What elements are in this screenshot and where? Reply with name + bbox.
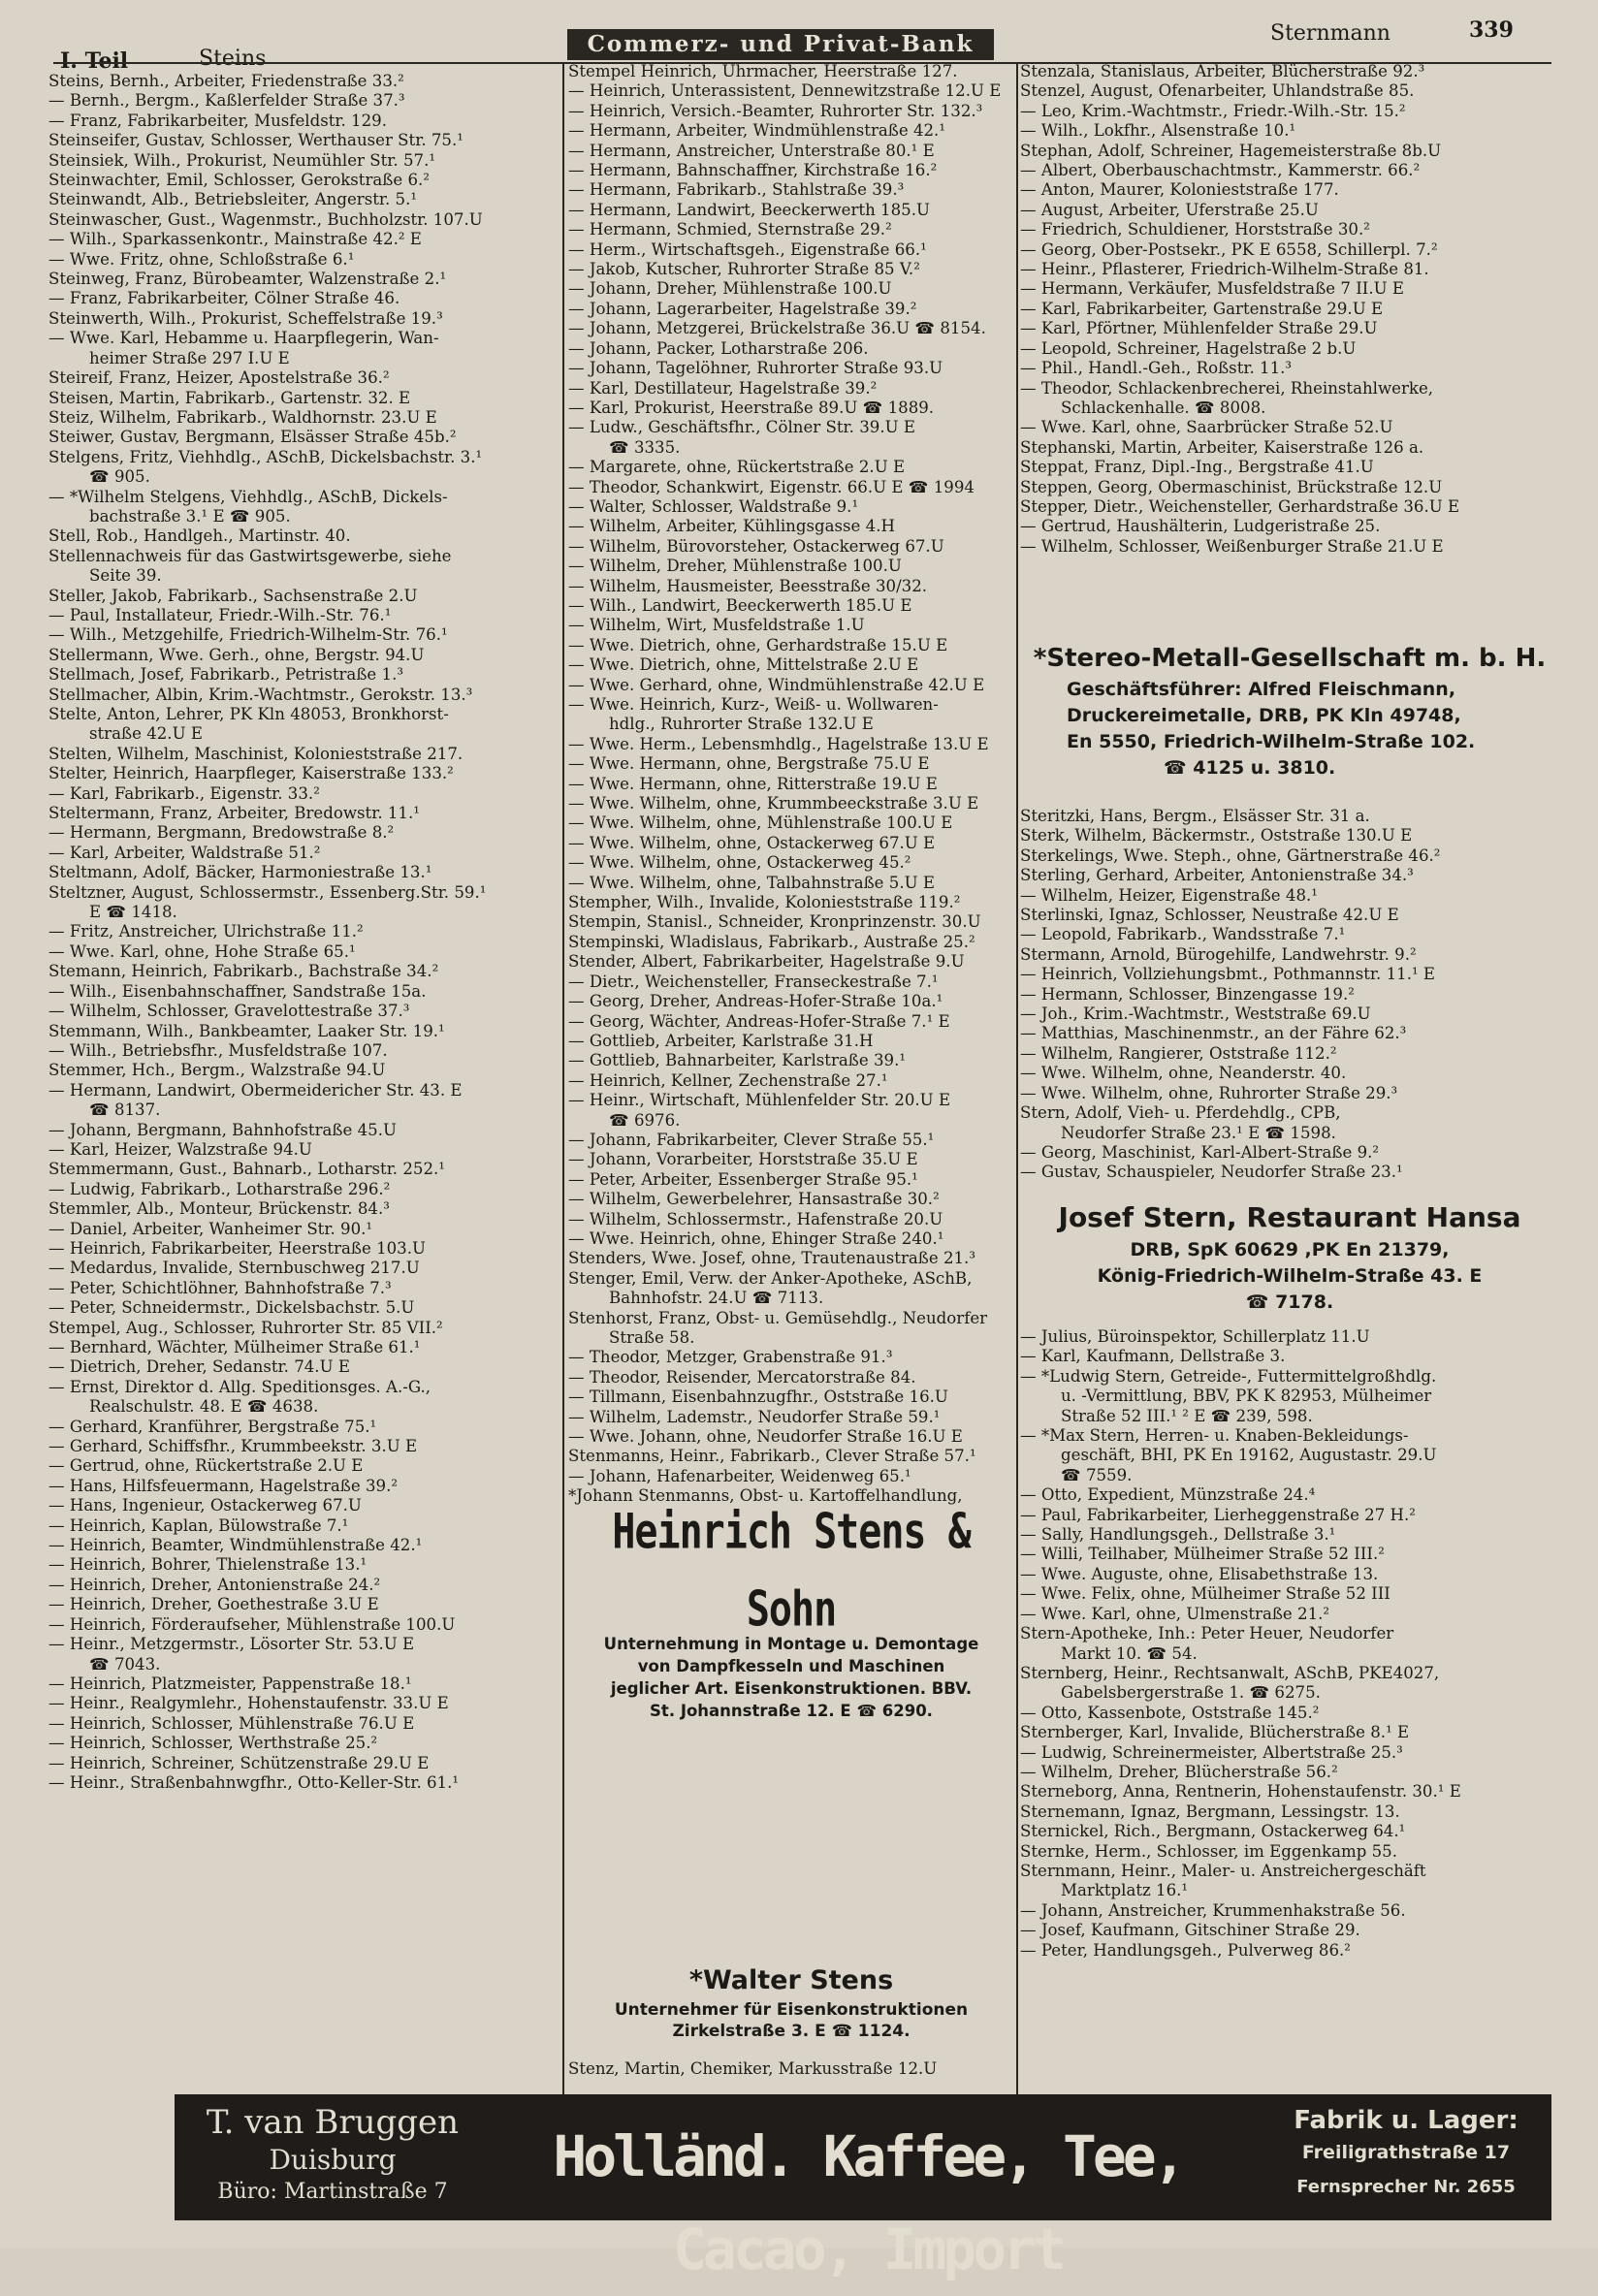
list-item: — Wwe. Wilhelm, ohne, Neanderstr. 40.: [1020, 1064, 1551, 1083]
list-item: Sterk, Wilhelm, Bäckermstr., Oststraße 130.U E: [1020, 826, 1551, 845]
list-item: — Hermann, Verkäufer, Musfeldstraße 7 II.U E: [1020, 279, 1551, 299]
list-item: heimer Straße 297 I.U E: [48, 349, 560, 368]
list-item: — Gertrud, ohne, Rückertstraße 2.U E: [48, 1456, 560, 1476]
list-item: — Hermann, Fabrikarb., Stahlstraße 39.³: [568, 180, 1014, 200]
list-item: — Wwe. Hermann, ohne, Ritterstraße 19.U E: [568, 775, 1014, 794]
stereo-ad-line: En 5550, Friedrich-Wilhelm-Straße 102.: [1028, 729, 1551, 755]
list-item: — Heinr., Metzgermstr., Lösorter Str. 53.U E: [48, 1635, 560, 1654]
list-item: — Paul, Installateur, Friedr.-Wilh.-Str. 76.¹: [48, 606, 560, 625]
list-item: — Karl, Kaufmann, Dellstraße 3.: [1020, 1347, 1551, 1366]
list-item: Stenzel, August, Ofenarbeiter, Uhlandstraße 85.: [1020, 81, 1551, 101]
list-item: — Wwe. Heinrich, Kurz-, Weiß- u. Wollwaren-: [568, 695, 1014, 715]
list-item: — Georg, Maschinist, Karl-Albert-Straße 9.²: [1020, 1143, 1551, 1163]
walter-ad-title: *Walter Stens: [568, 1962, 1014, 1999]
stens-ad-line: Unternehmung in Montage u. Demontage: [568, 1633, 1014, 1655]
stens-ad-title: Heinrich Stens & Sohn: [568, 1493, 1014, 1648]
list-item: — Ernst, Direktor d. Allg. Speditionsges. A.-G.,: [48, 1378, 560, 1397]
list-item: — Hermann, Schlosser, Binzengasse 19.²: [1020, 985, 1551, 1004]
list-item: — Karl, Destillateur, Hagelstraße 39.²: [568, 379, 1014, 399]
left-keyword: Steins: [199, 47, 266, 71]
stern-ad-line: König-Friedrich-Wilhelm-Straße 43. E: [1028, 1263, 1551, 1290]
list-item: — Peter, Arbeiter, Essenberger Straße 95.¹: [568, 1170, 1014, 1190]
column-3b-entries: [1020, 807, 1551, 1195]
list-item: — Georg, Ober-Postsekr., PK E 6558, Schillerpl. 7.²: [1020, 240, 1551, 260]
footer-slogan: Holländ. Kaffee, Tee, Cacao, Import: [485, 2110, 1251, 2296]
list-item: — Wwe. Wilhelm, ohne, Talbahnstraße 5.U E: [568, 874, 1014, 893]
footer-phone: Fernsprecher Nr. 2655: [1280, 2166, 1532, 2209]
list-item: Stenhorst, Franz, Obst- u. Gemüsehdlg., Neudorfer: [568, 1309, 1014, 1328]
list-item: Sterlinski, Ignaz, Schlosser, Neustraße 42.U E: [1020, 906, 1551, 925]
list-item: — Heinrich, Dreher, Goethestraße 3.U E: [48, 1595, 560, 1614]
list-item: — Heinr., Straßenbahnwgfhr., Otto-Keller-Str. 61.¹: [48, 1773, 560, 1793]
list-item: — Wwe. Johann, ohne, Neudorfer Straße 16.U E: [568, 1427, 1014, 1447]
list-item: Stephan, Adolf, Schreiner, Hagemeisterstraße 8b.U: [1020, 142, 1551, 161]
list-item: hdlg., Ruhrorter Straße 132.U E: [568, 715, 1014, 734]
list-item: Sterkelings, Wwe. Steph., ohne, Gärtnerstraße 46.²: [1020, 846, 1551, 866]
list-item: — Wwe. Fritz, ohne, Schloßstraße 6.¹: [48, 250, 560, 270]
footer-factory: [1280, 2102, 1532, 2209]
list-item: Stelter, Heinrich, Haarpfleger, Kaiserstraße 133.²: [48, 764, 560, 783]
list-item: — Heinrich, Dreher, Antonienstraße 24.²: [48, 1576, 560, 1595]
list-item: — Hermann, Bergmann, Bredowstraße 8.²: [48, 823, 560, 843]
stern-ad-line: ☎ 7178.: [1028, 1290, 1551, 1316]
stern-ad-title: Josef Stern, Restaurant Hansa: [1028, 1198, 1551, 1237]
list-item: — *Max Stern, Herren- u. Knaben-Bekleidungs-: [1020, 1426, 1551, 1446]
list-item: — Karl, Fabrikarbeiter, Gartenstraße 29.U E: [1020, 300, 1551, 319]
list-item: Steinsiek, Wilh., Prokurist, Neumühler Str. 57.¹: [48, 151, 560, 171]
footer-factory-address: Freiligrathstraße 17: [1280, 2139, 1532, 2166]
list-item: — Wwe. Wilhelm, ohne, Ostackerweg 45.²: [568, 853, 1014, 873]
list-item: — Wwe. Hermann, ohne, Bergstraße 75.U E: [568, 754, 1014, 774]
list-item: Steppat, Franz, Dipl.-Ing., Bergstraße 41.U: [1020, 458, 1551, 477]
list-item: — Heinrich, Schlosser, Mühlenstraße 76.U E: [48, 1714, 560, 1734]
list-item: — Peter, Handlungsgeh., Pulverweg 86.²: [1020, 1941, 1551, 1961]
list-item: — Wwe. Karl, Hebamme u. Haarpflegerin, Wan-: [48, 329, 560, 348]
josef-stern-advertisement: [1028, 1198, 1551, 1324]
list-item: Stelte, Anton, Lehrer, PK Kln 48053, Bronkhorst-: [48, 705, 560, 724]
list-item: — Hermann, Anstreicher, Unterstraße 80.¹ E: [568, 142, 1014, 161]
list-item: — Heinrich, Fabrikarbeiter, Heerstraße 103.U: [48, 1239, 560, 1259]
list-item: — Wilhelm, Hausmeister, Beesstraße 30/32.: [568, 577, 1014, 596]
list-item: — Karl, Heizer, Walzstraße 94.U: [48, 1140, 560, 1160]
list-item: — Gerhard, Schiffsfhr., Krummbeekstr. 3.U E: [48, 1437, 560, 1456]
list-item: — Wwe. Karl, ohne, Saarbrücker Straße 52.U: [1020, 418, 1551, 437]
list-item: Steinwerth, Wilh., Prokurist, Scheffelstraße 19.³: [48, 309, 560, 329]
list-item: — Willi, Teilhaber, Mülheimer Straße 52 III.²: [1020, 1545, 1551, 1564]
list-item: — Hermann, Arbeiter, Windmühlenstraße 42.¹: [568, 121, 1014, 141]
list-item: — Hans, Ingenieur, Ostackerweg 67.U: [48, 1496, 560, 1515]
list-item: — Dietr., Weichensteller, Franseckestraße 7.¹: [568, 973, 1014, 992]
list-item: — Heinr., Wirtschaft, Mühlenfelder Str. 20.U E: [568, 1091, 1014, 1110]
list-item: — Wilh., Sparkassenkontr., Mainstraße 42.² E: [48, 230, 560, 249]
list-item: — Wilhelm, Rangierer, Oststraße 112.²: [1020, 1044, 1551, 1064]
list-item: Stell, Rob., Handlgeh., Martinstr. 40.: [48, 526, 560, 546]
list-item: Stenger, Emil, Verw. der Anker-Apotheke, ASchB,: [568, 1269, 1014, 1289]
list-item: Bahnhofstr. 24.U ☎ 7113.: [568, 1289, 1014, 1308]
stereo-ad-line: Geschäftsführer: Alfred Fleischmann,: [1028, 677, 1551, 703]
stereo-metall-advertisement: [1028, 640, 1551, 805]
list-item: bachstraße 3.¹ E ☎ 905.: [48, 507, 560, 526]
list-item: Sternemann, Ignaz, Bergmann, Lessingstr. 13.: [1020, 1802, 1551, 1822]
list-item: Steltzner, August, Schlossermstr., Essenberg.Str. 59.¹: [48, 883, 560, 903]
list-item: — August, Arbeiter, Uferstraße 25.U: [1020, 201, 1551, 220]
footer-company-name: T. van Bruggen: [192, 2102, 473, 2143]
list-item: Sternberg, Heinr., Rechtsanwalt, ASchB, PKE4027,: [1020, 1664, 1551, 1683]
list-item: — Gerhard, Kranführer, Bergstraße 75.¹: [48, 1418, 560, 1437]
list-item: — Wwe. Dietrich, ohne, Mittelstraße 2.U E: [568, 655, 1014, 675]
list-item: — Josef, Kaufmann, Gitschiner Straße 29.: [1020, 1921, 1551, 1940]
list-item: — Wilhelm, Lademstr., Neudorfer Straße 59.¹: [568, 1408, 1014, 1427]
list-item: Steinwascher, Gust., Wagenmstr., Buchholzstr. 107.U: [48, 210, 560, 230]
list-item: — Heinrich, Vollziehungsbmt., Pothmannstr. 11.¹ E: [1020, 965, 1551, 984]
list-item: — Fritz, Anstreicher, Ulrichstraße 11.²: [48, 922, 560, 941]
list-item: — Ludw., Geschäftsfhr., Cölner Str. 39.U E: [568, 418, 1014, 437]
column-1-entries: [48, 72, 560, 2090]
list-item: — Wwe. Auguste, ohne, Elisabethstraße 13.: [1020, 1565, 1551, 1584]
list-item: — Wwe. Gerhard, ohne, Windmühlenstraße 42.U E: [568, 676, 1014, 695]
list-item: — Johann, Bergmann, Bahnhofstraße 45.U: [48, 1121, 560, 1140]
footer-company: [192, 2102, 473, 2207]
list-item: Stemmler, Alb., Monteur, Brückenstr. 84.³: [48, 1199, 560, 1219]
list-item: — Leo, Krim.-Wachtmstr., Friedr.-Wilh.-Str. 15.²: [1020, 102, 1551, 121]
list-item: ☎ 8137.: [48, 1100, 560, 1120]
list-item: — Anton, Maurer, Kolonieststraße 177.: [1020, 180, 1551, 200]
list-item: — Wwe. Dietrich, ohne, Gerhardstraße 15.U E: [568, 636, 1014, 655]
list-item: — Friedrich, Schuldiener, Horststraße 30.²: [1020, 220, 1551, 239]
list-item: — Otto, Expedient, Münzstraße 24.⁴: [1020, 1485, 1551, 1505]
list-item: Neudorfer Straße 23.¹ E ☎ 1598.: [1020, 1124, 1551, 1143]
list-item: Stermann, Arnold, Bürogehilfe, Landwehrstr. 9.²: [1020, 945, 1551, 965]
list-item: Gabelsbergerstraße 1. ☎ 6275.: [1020, 1683, 1551, 1703]
list-item: E ☎ 1418.: [48, 903, 560, 922]
list-item: Stemmann, Wilh., Bankbeamter, Laaker Str. 19.¹: [48, 1022, 560, 1041]
list-item: geschäft, BHI, PK En 19162, Augustastr. 29.U: [1020, 1446, 1551, 1465]
list-item: Stern-Apotheke, Inh.: Peter Heuer, Neudorfer: [1020, 1624, 1551, 1643]
stens-advertisement: [568, 1509, 1014, 1761]
list-item: ☎ 6976.: [568, 1111, 1014, 1131]
list-item: — Theodor, Metzger, Grabenstraße 91.³: [568, 1348, 1014, 1367]
list-item: — Johann, Lagerarbeiter, Hagelstraße 39.²: [568, 300, 1014, 319]
list-item: Steinweg, Franz, Bürobeamter, Walzenstraße 2.¹: [48, 270, 560, 289]
list-item: — Wilhelm, Wirt, Musfeldstraße 1.U: [568, 616, 1014, 635]
list-item: — Ludwig, Schreinermeister, Albertstraße 25.³: [1020, 1743, 1551, 1763]
list-item: ☎ 7043.: [48, 1655, 560, 1674]
list-item: Seite 39.: [48, 566, 560, 586]
list-item: — Johann, Anstreicher, Krummenhakstraße 56.: [1020, 1901, 1551, 1921]
list-item: Sterling, Gerhard, Arbeiter, Antonienstraße 34.³: [1020, 866, 1551, 885]
list-item: ☎ 7559.: [1020, 1466, 1551, 1485]
stern-ad-line: DRB, SpK 60629 ,PK En 21379,: [1028, 1237, 1551, 1263]
list-item: Stenzala, Stanislaus, Arbeiter, Blücherstraße 92.³: [1020, 62, 1551, 81]
list-item: — Ludwig, Fabrikarb., Lotharstraße 296.²: [48, 1180, 560, 1199]
list-item: Realschulstr. 48. E ☎ 4638.: [48, 1397, 560, 1417]
list-item: — Heinrich, Platzmeister, Pappenstraße 18.¹: [48, 1674, 560, 1694]
list-item: Stempinski, Wladislaus, Fabrikarb., Austraße 25.²: [568, 933, 1014, 952]
list-item: — Theodor, Schankwirt, Eigenstr. 66.U E ☎ 1994: [568, 478, 1014, 497]
list-item: — Wilhelm, Schlosser, Weißenburger Straße 21.U E: [1020, 537, 1551, 557]
list-item: — Hermann, Landwirt, Beeckerwerth 185.U: [568, 201, 1014, 220]
list-item: — Johann, Tagelöhner, Ruhrorter Straße 93.U: [568, 359, 1014, 378]
list-item: — Theodor, Schlackenbrecherei, Rheinstahlwerke,: [1020, 379, 1551, 399]
list-item: — Franz, Fabrikarbeiter, Cölner Straße 46.: [48, 289, 560, 308]
list-item: — Heinrich, Bohrer, Thielenstraße 13.¹: [48, 1555, 560, 1575]
stereo-ad-line: ☎ 4125 u. 3810.: [1028, 755, 1551, 781]
list-item: Straße 58.: [568, 1328, 1014, 1348]
list-item: — Jakob, Kutscher, Ruhrorter Straße 85 V.²: [568, 260, 1014, 279]
list-item: — Heinrich, Schreiner, Schützenstraße 29.U E: [48, 1754, 560, 1773]
bank-banner: Commerz- und Privat-Bank: [567, 29, 994, 60]
list-item: — Wilh., Lokfhr., Alsenstraße 10.¹: [1020, 121, 1551, 141]
list-item: Stellmach, Josef, Fabrikarb., Petristraße 1.³: [48, 665, 560, 685]
list-item: — Hermann, Bahnschaffner, Kirchstraße 16.²: [568, 161, 1014, 180]
list-item: Steiz, Wilhelm, Fabrikarb., Waldhornstr. 23.U E: [48, 408, 560, 428]
list-item: — Theodor, Reisender, Mercatorstraße 84.: [568, 1368, 1014, 1387]
list-item: — Sally, Handlungsgeh., Dellstraße 3.¹: [1020, 1525, 1551, 1545]
list-item: — Peter, Schichtlöhner, Bahnhofstraße 7.³: [48, 1279, 560, 1298]
list-item: Steltmann, Adolf, Bäcker, Harmoniestraße 13.¹: [48, 863, 560, 882]
list-item: — Heinrich, Versich.-Beamter, Ruhrorter Str. 132.³: [568, 102, 1014, 121]
column-2-entries: [568, 62, 1014, 1507]
column-3c-entries: [1020, 1327, 1551, 2089]
list-item: — Georg, Wächter, Andreas-Hofer-Straße 7.¹ E: [568, 1012, 1014, 1032]
list-item: Steinwandt, Alb., Betriebsleiter, Angerstr. 5.¹: [48, 190, 560, 209]
list-item: Markt 10. ☎ 54.: [1020, 1644, 1551, 1664]
list-item: — Heinrich, Kellner, Zechenstraße 27.¹: [568, 1071, 1014, 1091]
list-item: — Wilhelm, Dreher, Mühlenstraße 100.U: [568, 557, 1014, 576]
footer-office: Büro: Martinstraße 7: [192, 2178, 473, 2207]
list-item: — Gottlieb, Arbeiter, Karlstraße 31.H: [568, 1032, 1014, 1051]
list-item: — Johann, Packer, Lotharstraße 206.: [568, 339, 1014, 359]
list-item: — Heinr., Realgymlehr., Hohenstaufenstr. 33.U E: [48, 1694, 560, 1713]
list-item: — Peter, Schneidermstr., Dickelsbachstr. 5.U: [48, 1298, 560, 1318]
list-item: — Hermann, Landwirt, Obermeidericher Str. 43. E: [48, 1081, 560, 1100]
list-item: Stempel Heinrich, Uhrmacher, Heerstraße 127.: [568, 62, 1014, 81]
list-item: Steritzki, Hans, Bergm., Elsässer Str. 31 a.: [1020, 807, 1551, 826]
list-item: Sternmann, Heinr., Maler- u. Anstreichergeschäft: [1020, 1862, 1551, 1881]
walter-stens-advertisement: [568, 1962, 1014, 2059]
list-item: — Leopold, Fabrikarb., Wandsstraße 7.¹: [1020, 925, 1551, 944]
column-divider-2: [1016, 64, 1018, 2094]
list-item: — Johann, Vorarbeiter, Horststraße 35.U E: [568, 1150, 1014, 1169]
list-item: — Wwe. Karl, ohne, Hohe Straße 65.¹: [48, 942, 560, 962]
list-item: Stender, Albert, Fabrikarbeiter, Hagelstraße 9.U: [568, 952, 1014, 972]
list-item: — Wilhelm, Gewerbelehrer, Hansastraße 30.²: [568, 1190, 1014, 1209]
list-item: — Heinr., Pflasterer, Friedrich-Wilhelm-Straße 81.: [1020, 260, 1551, 279]
footer-factory-title: Fabrik u. Lager:: [1280, 2102, 1532, 2139]
list-item: — *Wilhelm Stelgens, Viehhdlg., ASchB, Dickels-: [48, 488, 560, 507]
list-item: Stepper, Dietr., Weichensteller, Gerhardstraße 36.U E: [1020, 497, 1551, 517]
list-item: Sternke, Herm., Schlosser, im Eggenkamp 55.: [1020, 1842, 1551, 1862]
list-item: — Joh., Krim.-Wachtmstr., Weststraße 69.U: [1020, 1004, 1551, 1024]
list-item: — Dietrich, Dreher, Sedanstr. 74.U E: [48, 1357, 560, 1377]
list-item: Sternberger, Karl, Invalide, Blücherstraße 8.¹ E: [1020, 1723, 1551, 1742]
list-item: — Otto, Kassenbote, Oststraße 145.²: [1020, 1704, 1551, 1723]
column-2-last-entry: [568, 2059, 1014, 2089]
list-item: — Franz, Fabrikarbeiter, Musfeldstr. 129.: [48, 112, 560, 131]
footer-advertisement: [175, 2094, 1551, 2220]
column-3-entries: [1020, 62, 1551, 634]
list-item: Stelten, Wilhelm, Maschinist, Kolonieststraße 217.: [48, 745, 560, 764]
list-item: Stemann, Heinrich, Fabrikarb., Bachstraße 34.²: [48, 962, 560, 981]
list-item: ☎ 3335.: [568, 438, 1014, 458]
list-item: Stenders, Wwe. Josef, ohne, Trautenaustraße 21.³: [568, 1249, 1014, 1268]
list-item: — Wilhelm, Schlosser, Gravelottestraße 37.³: [48, 1002, 560, 1021]
list-item: — Paul, Fabrikarbeiter, Lierheggenstraße 27 H.²: [1020, 1506, 1551, 1525]
list-item: *Johann Stenmanns, Obst- u. Kartoffelhandlung,: [568, 1486, 1014, 1506]
list-item: — Tillmann, Eisenbahnzugfhr., Oststraße 16.U: [568, 1387, 1014, 1407]
list-item: — Wilh., Eisenbahnschaffner, Sandstraße 15a.: [48, 982, 560, 1002]
list-item: — Wilhelm, Schlossermstr., Hafenstraße 20.U: [568, 1210, 1014, 1229]
list-item: Stempin, Stanisl., Schneider, Kronprinzenstr. 30.U: [568, 912, 1014, 932]
list-item: Stenz, Martin, Chemiker, Markusstraße 12.U: [568, 2059, 1014, 2079]
section-label: I. Teil: [60, 48, 128, 74]
list-item: — Bernh., Bergm., Kaßlerfelder Straße 37.³: [48, 91, 560, 111]
list-item: — Hermann, Schmied, Sternstraße 29.²: [568, 220, 1014, 239]
list-item: Stellermann, Wwe. Gerh., ohne, Bergstr. 94.U: [48, 646, 560, 665]
list-item: — Wwe. Wilhelm, ohne, Mühlenstraße 100.U E: [568, 813, 1014, 833]
list-item: straße 42.U E: [48, 724, 560, 744]
list-item: — Gottlieb, Bahnarbeiter, Karlstraße 39.¹: [568, 1051, 1014, 1070]
page-number: 339: [1469, 17, 1514, 43]
list-item: — Heinrich, Beamter, Windmühlenstraße 42.¹: [48, 1536, 560, 1555]
list-item: — Hans, Hilfsfeuermann, Hagelstraße 39.²: [48, 1477, 560, 1496]
list-item: — Julius, Büroinspektor, Schillerplatz 11.U: [1020, 1327, 1551, 1347]
right-keyword: Sternmann: [1270, 21, 1390, 46]
list-item: — Wilhelm, Dreher, Blücherstraße 56.²: [1020, 1763, 1551, 1782]
list-item: Stelgens, Fritz, Viehhdlg., ASchB, Dickelsbachstr. 3.¹: [48, 448, 560, 467]
footer-city: Duisburg: [192, 2143, 473, 2178]
list-item: — Karl, Arbeiter, Waldstraße 51.²: [48, 844, 560, 863]
list-item: Straße 52 III.¹ ² E ☎ 239, 598.: [1020, 1407, 1551, 1426]
list-item: — Phil., Handl.-Geh., Roßstr. 11.³: [1020, 359, 1551, 378]
list-item: — Johann, Fabrikarbeiter, Clever Straße 55.¹: [568, 1131, 1014, 1150]
list-item: Steinwachter, Emil, Schlosser, Gerokstraße 6.²: [48, 171, 560, 190]
list-item: Stemmermann, Gust., Bahnarb., Lotharstr. 252.¹: [48, 1160, 560, 1179]
list-item: — Johann, Metzgerei, Brückelstraße 36.U ☎ 8154.: [568, 319, 1014, 338]
list-item: Stern, Adolf, Vieh- u. Pferdehdlg., CPB,: [1020, 1103, 1551, 1123]
list-item: ☎ 905.: [48, 467, 560, 487]
list-item: — Leopold, Schreiner, Hagelstraße 2 b.U: [1020, 339, 1551, 359]
list-item: — Karl, Fabrikarb., Eigenstr. 33.²: [48, 784, 560, 804]
list-item: u. -Vermittlung, BBV, PK K 82953, Mülheimer: [1020, 1387, 1551, 1406]
column-divider-1: [562, 64, 564, 2094]
list-item: — Margarete, ohne, Rückertstraße 2.U E: [568, 458, 1014, 477]
stens-ad-line: von Dampfkesseln und Maschinen: [568, 1655, 1014, 1677]
list-item: — Gertrud, Haushälterin, Ludgeristraße 25.: [1020, 517, 1551, 536]
list-item: — Wwe. Wilhelm, ohne, Ruhrorter Straße 29.³: [1020, 1084, 1551, 1103]
list-item: — Daniel, Arbeiter, Wanheimer Str. 90.¹: [48, 1220, 560, 1239]
list-item: — Wilhelm, Heizer, Eigenstraße 48.¹: [1020, 886, 1551, 906]
list-item: — Wilhelm, Bürovorsteher, Ostackerweg 67.U: [568, 537, 1014, 557]
list-item: — Medardus, Invalide, Sternbuschweg 217.U: [48, 1259, 560, 1278]
walter-ad-line: Unternehmer für Eisenkonstruktionen: [568, 1999, 1014, 2021]
list-item: — Albert, Oberbauschachtmstr., Kammerstr. 66.²: [1020, 161, 1551, 180]
list-item: — Wilh., Landwirt, Beeckerwerth 185.U E: [568, 596, 1014, 616]
list-item: — Bernhard, Wächter, Mülheimer Straße 61.¹: [48, 1338, 560, 1357]
list-item: Steller, Jakob, Fabrikarb., Sachsenstraße 2.U: [48, 587, 560, 606]
list-item: Steisen, Martin, Fabrikarb., Gartenstr. 32. E: [48, 389, 560, 408]
list-item: — Wilh., Betriebsfhr., Musfeldstraße 107.: [48, 1041, 560, 1061]
stereo-ad-line: Druckereimetalle, DRB, PK Kln 49748,: [1028, 703, 1551, 729]
list-item: Steppen, Georg, Obermaschinist, Brückstraße 12.U: [1020, 478, 1551, 497]
list-item: — *Ludwig Stern, Getreide-, Futtermittelgroßhdlg.: [1020, 1367, 1551, 1387]
list-item: Stellennachweis für das Gastwirtsgewerbe, siehe: [48, 547, 560, 566]
stereo-ad-title: *Stereo-Metall-Gesellschaft m. b. H.: [1028, 640, 1551, 677]
list-item: Marktplatz 16.¹: [1020, 1881, 1551, 1900]
list-item: — Herm., Wirtschaftsgeh., Eigenstraße 66.¹: [568, 240, 1014, 260]
list-item: Steiwer, Gustav, Bergmann, Elsässer Straße 45b.²: [48, 428, 560, 447]
list-item: — Matthias, Maschinenmstr., an der Fähre 62.³: [1020, 1024, 1551, 1043]
list-item: — Heinrich, Schlosser, Werthstraße 25.²: [48, 1734, 560, 1753]
list-item: Stephanski, Martin, Arbeiter, Kaiserstraße 126 a.: [1020, 438, 1551, 458]
list-item: — Wwe. Wilhelm, ohne, Ostackerweg 67.U E: [568, 834, 1014, 853]
list-item: — Wwe. Herm., Lebensmhdlg., Hagelstraße 13.U E: [568, 735, 1014, 754]
list-item: — Wwe. Heinrich, ohne, Ehinger Straße 240.¹: [568, 1229, 1014, 1249]
list-item: — Wwe. Felix, ohne, Mülheimer Straße 52 III: [1020, 1584, 1551, 1604]
list-item: — Heinrich, Förderaufseher, Mühlenstraße 100.U: [48, 1615, 560, 1635]
list-item: Steins, Bernh., Arbeiter, Friedenstraße 33.²: [48, 72, 560, 91]
list-item: — Wwe. Wilhelm, ohne, Krummbeeckstraße 3.U E: [568, 794, 1014, 813]
list-item: — Heinrich, Kaplan, Bülowstraße 7.¹: [48, 1516, 560, 1536]
list-item: Stemmer, Hch., Bergm., Walzstraße 94.U: [48, 1061, 560, 1080]
list-item: — Wilhelm, Arbeiter, Kühlingsgasse 4.H: [568, 517, 1014, 536]
list-item: Sternickel, Rich., Bergmann, Ostackerweg 64.¹: [1020, 1822, 1551, 1841]
walter-ad-line: Zirkelstraße 3. E ☎ 1124.: [568, 2021, 1014, 2042]
list-item: Steinseifer, Gustav, Schlosser, Werthauser Str. 75.¹: [48, 131, 560, 150]
list-item: Stenmanns, Heinr., Fabrikarb., Clever Straße 57.¹: [568, 1447, 1014, 1466]
list-item: Stempher, Wilh., Invalide, Kolonieststraße 119.²: [568, 893, 1014, 912]
stens-ad-line: St. Johannstraße 12. E ☎ 6290.: [568, 1700, 1014, 1722]
list-item: Sterneborg, Anna, Rentnerin, Hohenstaufenstr. 30.¹ E: [1020, 1782, 1551, 1802]
list-item: — Johann, Dreher, Mühlenstraße 100.U: [568, 279, 1014, 299]
list-item: Schlackenhalle. ☎ 8008.: [1020, 399, 1551, 418]
list-item: Steireif, Franz, Heizer, Apostelstraße 36.²: [48, 368, 560, 388]
list-item: Steltermann, Franz, Arbeiter, Bredowstr. 11.¹: [48, 804, 560, 823]
list-item: — Walter, Schlosser, Waldstraße 9.¹: [568, 497, 1014, 517]
list-item: — Wilh., Metzgehilfe, Friedrich-Wilhelm-Str. 76.¹: [48, 625, 560, 645]
list-item: — Johann, Hafenarbeiter, Weidenweg 65.¹: [568, 1467, 1014, 1486]
list-item: — Heinrich, Unterassistent, Dennewitzstraße 12.U E: [568, 81, 1014, 101]
list-item: — Georg, Dreher, Andreas-Hofer-Straße 10a.¹: [568, 992, 1014, 1011]
list-item: Stellmacher, Albin, Krim.-Wachtmstr., Gerokstr. 13.³: [48, 686, 560, 705]
list-item: Stempel, Aug., Schlosser, Ruhrorter Str. 85 VII.²: [48, 1319, 560, 1338]
list-item: — Karl, Pförtner, Mühlenfelder Straße 29.U: [1020, 319, 1551, 338]
list-item: — Karl, Prokurist, Heerstraße 89.U ☎ 1889.: [568, 399, 1014, 418]
list-item: — Wwe. Karl, ohne, Ulmenstraße 21.²: [1020, 1605, 1551, 1624]
stens-ad-line: jeglicher Art. Eisenkonstruktionen. BBV.: [568, 1677, 1014, 1700]
list-item: — Gustav, Schauspieler, Neudorfer Straße 23.¹: [1020, 1163, 1551, 1182]
